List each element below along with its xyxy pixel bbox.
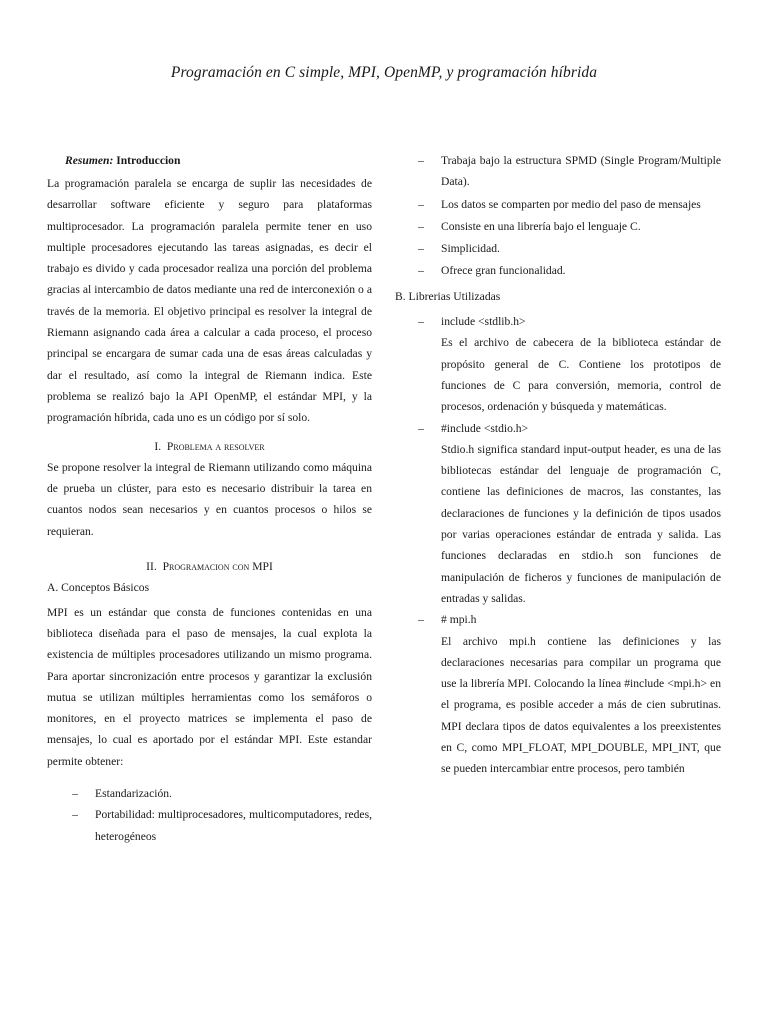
library-description: Stdio.h significa standard input-output header, es una de las bibliotecas estándar del lenguaje de programación C, contiene las definiciones de macros, las constantes, las declaraciones de funciones y la definición de tipos usados por varias operaciones estándar de entrada y salida. Las funciones declaradas en stdio.h son funciones de manipulación de ficheros y funciones de manipulación de entradas y salidas. [441,442,721,605]
right-column [395,150,721,780]
list-item [395,150,721,193]
dash-bullet: – [418,315,424,329]
benefits-list-part1 [47,783,372,847]
dash-bullet: – [418,264,424,278]
list-item [395,194,721,215]
library-item [395,609,721,779]
library-name: include <stdlib.h> [441,315,526,329]
section-numeral: II. [146,560,157,574]
list-item-text: Ofrece gran funcionalidad. [441,264,566,278]
section-mpi-text: MPI es un estándar que consta de funciones contenidas en una biblioteca diseñada para el paso de mensajes, la cual explota la existencia de múltiples procesadores utilizando un mismo programa. Para aportar sincronización entre procesos y garantizar la exclusión mutua se utilizan múltiples herramientas como los semáforos o monitores, en el proyecto matrices se implementa el paso de mensajes, lo cual es aportado por el estándar MPI. Este estandar permite obtener: [47,605,372,768]
subsection-heading-concepts: A. Conceptos Básicos [47,581,150,595]
dash-bullet: – [418,154,424,167]
list-item-text: Portabilidad: multiprocesadores, multicomputadores, redes, heterogéneos [95,808,372,843]
benefits-list-part2 [395,150,721,282]
list-item [47,804,372,847]
libraries-list [395,311,721,780]
list-item [395,238,721,259]
section-title: Problema a resolver [166,439,265,453]
dash-bullet: – [418,242,424,256]
list-item-text: Trabaja bajo la estructura SPMD (Single Program/Multiple Data). [441,154,721,189]
abstract-title: Introduccion [116,154,181,167]
section-problem-text: Se propone resolver la integral de Riemann utilizando como máquina de prueba un clúster, para esto es necesario distribuir la tarea en cuantos nodos sean necesarios y en cuantos procesos o hilos se requieran. [47,460,372,538]
list-item [47,783,372,804]
section-title: Programacion con [162,560,250,574]
list-item [395,216,721,237]
dash-bullet: – [418,219,424,233]
paper-title: Programación en C simple, MPI, OpenMP, y programación híbrida [170,64,598,81]
left-column [47,150,372,847]
dash-bullet: – [418,197,424,211]
section-heading-problem [47,436,372,457]
abstract-heading [47,150,372,171]
section-heading-mpi [47,556,372,577]
library-name: # mpi.h [441,613,477,627]
dash-bullet: – [72,808,78,822]
library-description: Es el archivo de cabecera de la biblioteca estándar de propósito general de C. Contiene los prototipos de funciones de C para conversión, memoria, control de procesos, ordenación y búsqueda y matemáticas. [441,336,721,414]
dash-bullet: – [418,421,424,435]
library-item [395,311,721,417]
subsection-heading-libraries: B. Librerias Utilizadas [395,289,501,303]
section-numeral: I. [154,439,162,453]
library-description: El archivo mpi.h contiene las definiciones y las declaraciones necesarias para compilar un programa que use la librería MPI. Colocando la línea #include <mpi.h> en el programa, es posible acceder a más de cien subrutinas. MPI declara tipos de datos equivalentes a los preexistentes en C, como MPI_FLOAT, MPI_DOUBLE, MPI_INT, que se pueden intercambiar entre procesos, pero también [441,634,721,776]
library-name: #include <stdio.h> [441,421,529,435]
dash-bullet: – [72,787,78,801]
list-item-text: Simplicidad. [441,242,500,256]
section-title-tail: MPI [252,560,273,574]
library-item [395,418,721,610]
list-item-text: Estandarización. [95,787,172,801]
dash-bullet: – [418,613,424,627]
list-item [395,260,721,281]
list-item-text: Consiste en una librería bajo el lenguaje C. [441,219,641,233]
abstract-text: La programación paralela se encarga de suplir las necesidades de desarrollar software eficiente y seguro para plataformas multiprocesador. La programación paralela permite tener en uso multiple procesadores ejecutando las tareas asignadas, es decir el trabajo es divido y cada procesador realiza una porción del problema gracias al intercambio de datos mediante una red de interconexión o a través de la memoria. El objetivo principal es resolver la integral de Riemann asignando cada área a calcular a cada proceso, el proceso principal se encargara de sumar cada una de esas áreas calculadas y dar el resultado, así como la integral de Riemann indica. Este problema se realizó bajo la API OpenMP, el estándar MPI, y la programación híbrida, cada uno es un código por sí solo. [47,177,372,425]
list-item-text: Los datos se comparten por medio del paso de mensajes [441,197,701,211]
abstract-label: Resumen: [65,154,114,167]
